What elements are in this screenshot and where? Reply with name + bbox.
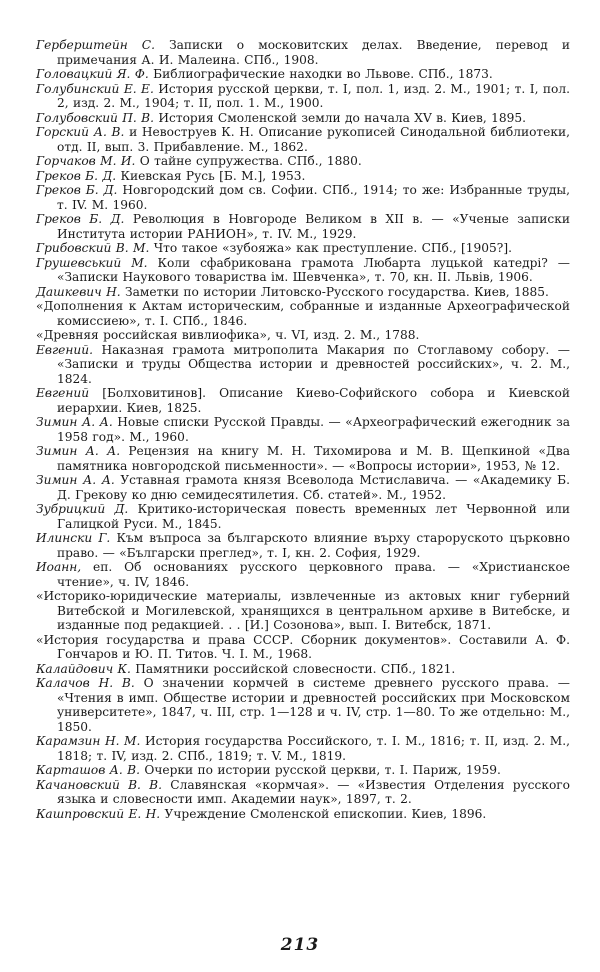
entry-author: Горский А. В.	[36, 125, 125, 139]
entry-text: Учреждение Смоленской епископии. Киев, 1896.	[160, 806, 487, 821]
entry-text: Коли сфабрикована грамота Любарта луцькой катедрі? — «Записки Наукового товариства ім. Шевченка», т. 70, кн. II. Львів, 1906.	[57, 255, 570, 284]
entry-text: История русской церкви, т. I, пол. 1, изд. 2. М., 1901; т. I, пол. 2, изд. 2. М., 1904; т. II, пол. 1. М., 1900.	[57, 81, 570, 110]
entry-author: Греков Б. Д.	[36, 168, 117, 183]
entry-text: Наказная грамота митрополита Макария по Стоглавому собору. — «Записки и труды Общества истории и древностей российских», ч. 2. М., 1824.	[57, 342, 570, 386]
entry-author: Калачов Н. В.	[36, 676, 135, 690]
bibliography-entry	[36, 241, 570, 256]
entry-author: Горчаков М. И.	[36, 154, 136, 168]
entry-text: Славянская «кормчая». — «Известия Отделения русского языка и словесности имп. Академии наук», 1897, т. 2.	[57, 777, 571, 806]
bibliography-entry	[36, 67, 570, 82]
entry-text: Към въпроса за българското влияние върху староруското църковно право. — «Български преглед», т. I, кн. 2. София, 1929.	[57, 531, 570, 560]
bibliography-entry	[36, 82, 570, 111]
entry-text: «Историко-юридические материалы, извлеченные из актовых книг губерний Витебской и Могилевской, хранящихся в центральном архиве в Витебске, и изданные под редакцией. . . [И.] Созонова», вып. I. Витебск, 1871.	[36, 589, 570, 632]
entry-text: еп. Об основаниях русского церковного права. — «Христианское чтение», ч. IV, 1846.	[57, 560, 570, 589]
entry-text: [Болховитинов]. Описание Киево-Софийского собора и Киевской иерархии. Киев, 1825.	[57, 386, 570, 415]
bibliography-entry	[36, 560, 570, 589]
bibliography-entry	[36, 763, 570, 778]
entry-author: Карамзин Н. М.	[36, 734, 141, 748]
bibliography-entry	[36, 169, 570, 184]
bibliography-entry	[36, 328, 570, 343]
entry-author: Карташов А. В.	[36, 763, 140, 777]
entry-author: Герберштейн С.	[36, 38, 155, 52]
bibliography-entry	[36, 633, 570, 662]
bibliography-entry	[36, 662, 570, 677]
entry-author: Качановский В. В.	[36, 777, 162, 792]
entry-author: Зубрицкий Д.	[36, 502, 129, 516]
entry-text: Заметки по истории Литовско-Русского государства. Киев, 1885.	[120, 284, 549, 299]
entry-author: Грушевський М.	[36, 255, 148, 270]
entry-author: Голубинский Е. Е.	[36, 81, 154, 96]
bibliography-entry	[36, 386, 570, 415]
entry-text: Киевская Русь [Б. М.], 1953.	[116, 168, 306, 183]
bibliography-entry	[36, 415, 570, 444]
entry-text: «История государства и права СССР. Сборник документов». Составили А. Ф. Гончаров и Ю. П. Титов. Ч. I. М., 1968.	[36, 632, 570, 661]
bibliography-entry	[36, 38, 570, 67]
entry-author: Евгений	[36, 386, 90, 400]
bibliography-entry	[36, 734, 570, 763]
entry-text: Новгородский дом св. Софии. СПб., 1914; то же: Избранные труды, т. IV. М. 1960.	[57, 183, 570, 212]
bibliography-entry	[36, 807, 570, 822]
entry-text: Записки о московитских делах. Введение, перевод и примечания А. И. Малеина. СПб., 1908.	[57, 38, 570, 67]
entry-author: Греков Б. Д.	[36, 183, 118, 197]
entry-text: История государства Российского, т. I. М., 1816; т. II, изд. 2. М., 1818; т. IV, изд. 2. СПб., 1819; т. V. М., 1819.	[57, 734, 571, 763]
bibliography-entry	[36, 285, 570, 300]
entry-text: История Смоленской земли до начала XV в. Киев, 1895.	[154, 110, 527, 125]
bibliography-entry	[36, 154, 570, 169]
entry-author: Илински Г.	[36, 531, 111, 545]
entry-author: Иоанн,	[36, 560, 82, 574]
bibliography-entry	[36, 473, 570, 502]
bibliography-entry	[36, 531, 570, 560]
bibliography-entry	[36, 676, 570, 734]
entry-text: Памятники российской словесности. СПб., 1821.	[130, 661, 456, 676]
bibliography-entry	[36, 256, 570, 285]
entry-text: Революция в Новгороде Великом в XII в. — «Ученые записки Института истории РАНИОН», т. IV. М., 1929.	[57, 212, 570, 241]
entry-author: Евгений.	[36, 342, 93, 357]
entry-author: Калайдович К.	[36, 661, 131, 676]
entry-text: Критико-историческая повесть временных лет Червонной или Галицкой Руси. М., 1845.	[57, 502, 571, 531]
bibliography-entry	[36, 444, 570, 473]
entry-text: О значении кормчей в системе древнего русского права. — «Чтения в имп. Обществе истории и древностей российских при Московском университете», 1847, ч. III, стр. 1—128 и ч. IV, стр. 1—80. То же отдельно: М., 1850.	[57, 676, 570, 734]
entry-text: Уставная грамота князя Всеволода Мстиславича. — «Академику Б. Д. Грекову ко дню семидесятилетия. Сб. статей». М., 1952.	[57, 473, 570, 502]
entry-text: Рецензия на книгу М. Н. Тихомирова и М. В. Щепкиной «Два памятника новгородской письменности». — «Вопросы истории», 1953, № 12.	[57, 444, 570, 473]
entry-text: Библиографические находки во Львове. СПб., 1873.	[148, 67, 493, 81]
entry-text: О тайне супружества. СПб., 1880.	[135, 154, 362, 168]
bibliography-entry	[36, 589, 570, 633]
entry-author: Грибовский В. М.	[36, 241, 150, 255]
bibliography-entry	[36, 111, 570, 126]
bibliography-entry	[36, 299, 570, 328]
entry-author: Голубовский П. В.	[36, 110, 154, 125]
entry-author: Зимин А. А.	[36, 444, 121, 458]
entry-text: Что такое «зубояжа» как преступление. СПб., [1905?].	[149, 241, 512, 255]
bibliography-entry	[36, 343, 570, 387]
entry-author: Зимин А. А.	[36, 473, 115, 487]
entry-text: Очерки по истории русской церкви, т. I. Париж, 1959.	[139, 763, 501, 777]
entry-text: «Древняя российская вивлиофика», ч. VI, изд. 2. М., 1788.	[36, 328, 420, 342]
entry-author: Греков Б. Д.	[36, 212, 125, 226]
entry-author: Дашкевич Н.	[36, 284, 121, 299]
entry-author: Зимин А. А.	[36, 415, 113, 429]
bibliography-entry	[36, 125, 570, 154]
entry-text: «Дополнения к Актам историческим, собранные и изданные Археографической комиссиею», т. I. СПб., 1846.	[36, 299, 570, 328]
entry-author: Кашпровский Е. Н.	[36, 806, 161, 821]
bibliography-list	[36, 38, 570, 821]
entry-author: Головацкий Я. Ф.	[36, 67, 149, 81]
bibliography-entry	[36, 212, 570, 241]
bibliography-entry	[36, 502, 570, 531]
entry-text: и Невоструев К. Н. Описание рукописей Синодальной библиотеки, отд. II, вып. 3. Прибавление. М., 1862.	[57, 125, 570, 154]
bibliography-entry	[36, 183, 570, 212]
bibliography-entry	[36, 778, 570, 807]
entry-text: Новые списки Русской Правды. — «Археографический ежегодник за 1958 год». М., 1960.	[57, 415, 570, 444]
page-number: 213	[280, 935, 320, 955]
